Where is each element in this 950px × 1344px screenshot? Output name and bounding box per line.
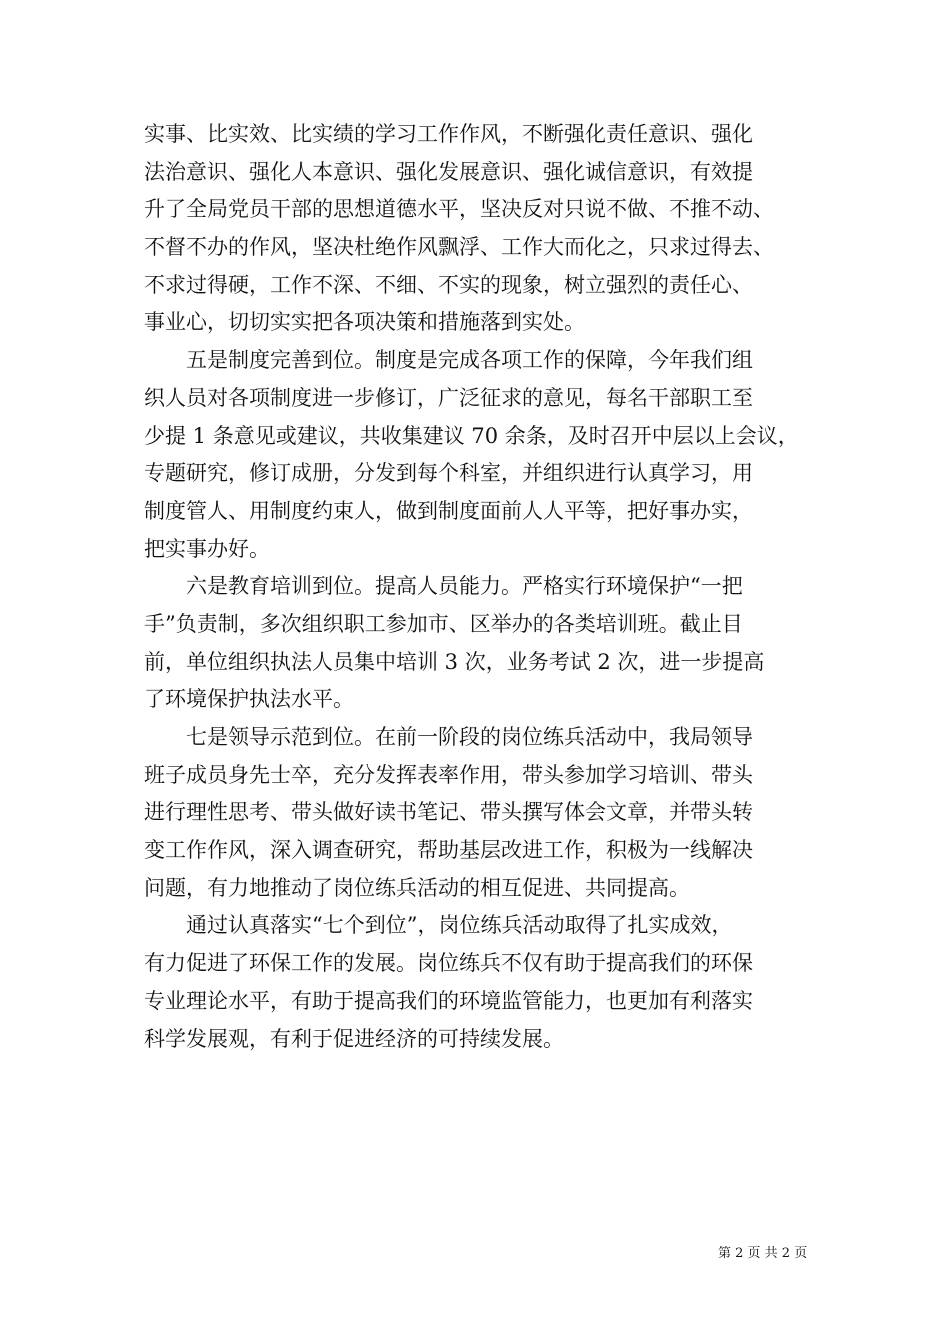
text-line: 通过认真落实“七个到位”，岗位练兵活动取得了扎实成效， xyxy=(186,913,733,938)
text-line: 六是教育培训到位。提高人员能力。严格实行环境保护“一把 xyxy=(186,574,743,599)
text-line: 五是制度完善到位。制度是完成各项工作的保障，今年我们组 xyxy=(186,348,753,373)
document-body xyxy=(144,116,812,1058)
paragraph-system-improvement xyxy=(144,342,812,568)
text-line: 专业理论水平，有助于提高我们的环境监管能力，也更加有利落实 xyxy=(144,988,753,1013)
paragraph-leadership xyxy=(144,719,812,907)
text-line: 少提 1 条意见或建议，共收集建议 70 余条，及时召开中层以上会议， xyxy=(144,423,799,448)
text-line: 把实事办好。 xyxy=(144,536,270,561)
text-line: 七是领导示范到位。在前一阶段的岗位练兵活动中，我局领导 xyxy=(186,725,753,749)
page-number: 第 2 页 共 2 页 xyxy=(718,1246,808,1261)
text-line: 手”负责制，多次组织职工参加市、区举办的各类培训班。截止目 xyxy=(144,611,743,636)
paragraph-training xyxy=(144,568,812,719)
text-line: 法治意识、强化人本意识、强化发展意识、强化诚信意识，有效提 xyxy=(144,159,753,184)
text-line: 实事、比实效、比实绩的学习工作作风，不断强化责任意识、强化 xyxy=(144,122,753,146)
text-line: 科学发展观，有利于促进经济的可持续发展。 xyxy=(144,1026,564,1051)
text-line: 问题，有力地推动了岗位练兵活动的相互促进、共同提高。 xyxy=(144,875,690,900)
text-line: 不督不办的作风，坚决杜绝作风飘浮、工作大而化之，只求过得去、 xyxy=(144,235,774,260)
text-line: 升了全局党员干部的思想道德水平，坚决反对只说不做、不推不动、 xyxy=(144,197,774,222)
text-line: 织人员对各项制度进一步修订，广泛征求的意见，每名干部职工至 xyxy=(144,385,753,410)
text-line: 制度管人、用制度约束人，做到制度面前人人平等，把好事办实， xyxy=(144,498,753,523)
text-line: 班子成员身先士卒，充分发挥表率作用，带头参加学习培训、带头 xyxy=(144,762,753,787)
paragraph-conclusion xyxy=(144,907,812,1058)
paragraph-continuation xyxy=(144,116,812,342)
text-line: 专题研究，修订成册，分发到每个科室，并组织进行认真学习，用 xyxy=(144,461,753,486)
text-line: 前，单位组织执法人员集中培训 3 次，业务考试 2 次，进一步提高 xyxy=(144,649,765,674)
text-line: 进行理性思考、带头做好读书笔记、带头撰写体会文章，并带头转 xyxy=(144,800,753,825)
text-line: 事业心，切切实实把各项决策和措施落到实处。 xyxy=(144,310,585,335)
text-line: 不求过得硬，工作不深、不细、不实的现象，树立强烈的责任心、 xyxy=(144,272,753,297)
text-line: 了环境保护执法水平。 xyxy=(144,687,354,712)
text-line: 有力促进了环保工作的发展。岗位练兵不仅有助于提高我们的环保 xyxy=(144,951,753,976)
text-line: 变工作作风，深入调查研究，帮助基层改进工作，积极为一线解决 xyxy=(144,838,753,863)
